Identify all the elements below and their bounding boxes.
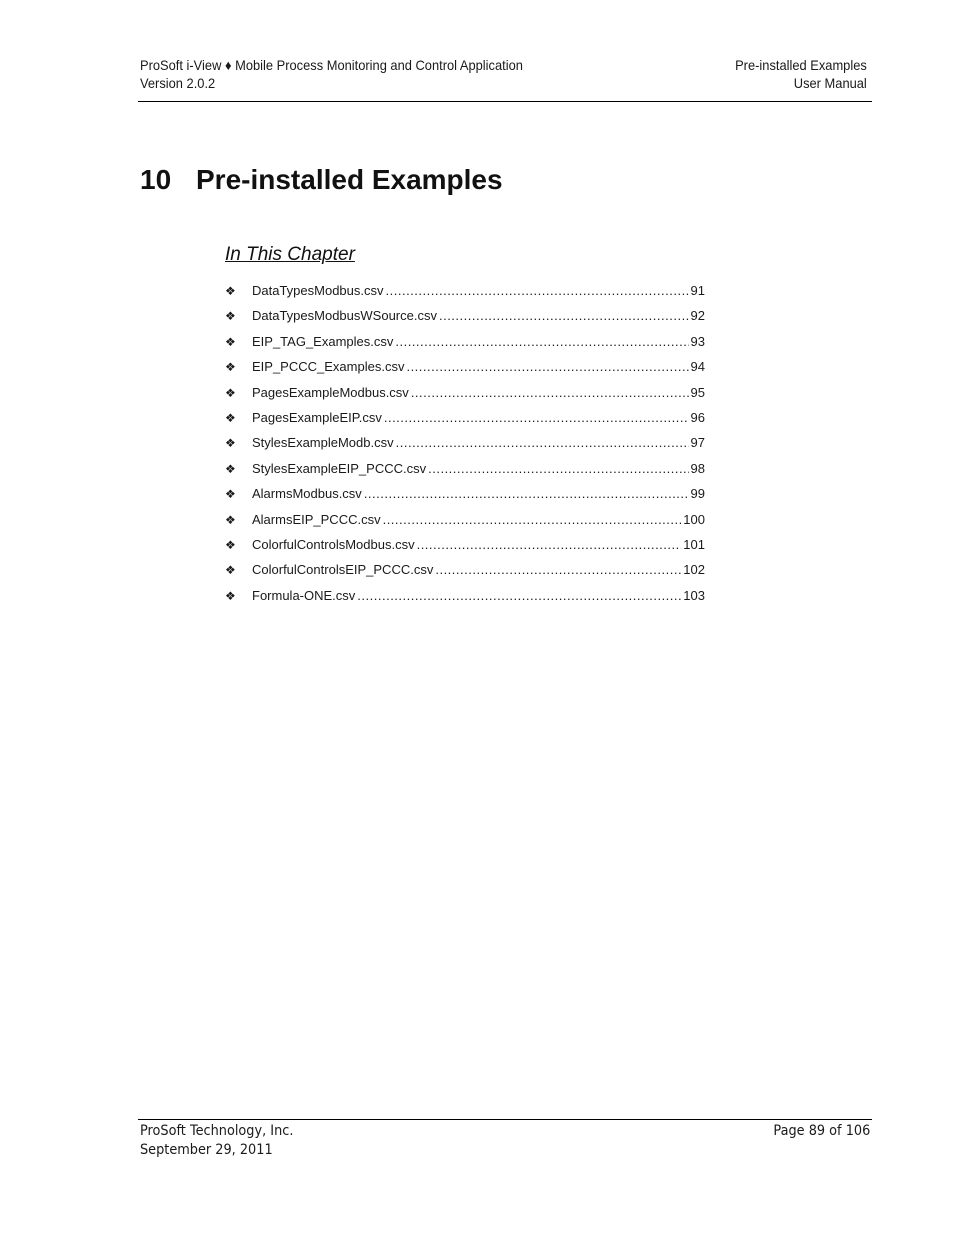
diamond-bullet-icon: ❖: [225, 563, 236, 578]
dot-leader: [428, 461, 688, 476]
toc-entry-label[interactable]: EIP_PCCC_Examples.csv: [252, 359, 405, 375]
diamond-bullet-icon: ❖: [225, 436, 236, 451]
header-version: Version 2.0.2: [140, 75, 216, 91]
diamond-bullet-icon: ❖: [225, 385, 236, 400]
toc-entry-label[interactable]: StylesExampleEIP_PCCC.csv: [252, 460, 427, 476]
diamond-bullet-icon: ❖: [225, 334, 236, 349]
footer-divider: [138, 1119, 872, 1120]
toc-entry-page[interactable]: 94: [690, 359, 705, 375]
footer-page-number: Page 89 of 106: [773, 1123, 870, 1139]
toc-entry-page[interactable]: 101: [683, 536, 705, 552]
toc-entry[interactable]: [225, 385, 705, 410]
dot-leader: [384, 410, 689, 425]
header-divider: [138, 101, 872, 102]
toc-entry-label[interactable]: ColorfulControlsModbus.csv: [252, 536, 415, 552]
diamond-bullet-icon: ❖: [225, 487, 236, 502]
toc-entry-page[interactable]: 100: [683, 511, 705, 527]
toc-entry-label[interactable]: ColorfulControlsEIP_PCCC.csv: [252, 562, 434, 578]
toc-entry-page[interactable]: 103: [683, 587, 705, 603]
toc-entry-label[interactable]: AlarmsModbus.csv: [252, 486, 362, 502]
dot-leader: [411, 385, 689, 400]
toc-entry-page[interactable]: 92: [690, 308, 705, 324]
toc-entry[interactable]: [225, 334, 705, 359]
toc-entry[interactable]: [225, 588, 705, 613]
diamond-bullet-icon: ❖: [225, 410, 236, 425]
toc-entry-label[interactable]: AlarmsEIP_PCCC.csv: [252, 511, 381, 527]
footer-company: ProSoft Technology, Inc.: [140, 1123, 294, 1139]
diamond-bullet-icon: ❖: [225, 537, 236, 552]
chapter-title: [140, 164, 503, 196]
dot-leader: [435, 562, 681, 577]
diamond-bullet-icon: ❖: [225, 309, 236, 324]
toc-entry-page[interactable]: 96: [690, 409, 705, 425]
toc-entry[interactable]: [225, 283, 705, 308]
footer-left: [140, 1122, 293, 1160]
toc-entry[interactable]: [225, 308, 705, 333]
dot-leader: [417, 537, 682, 552]
diamond-bullet-icon: ❖: [225, 588, 236, 603]
toc-entry-label[interactable]: DataTypesModbusWSource.csv: [252, 308, 437, 324]
toc-entry-label[interactable]: StylesExampleModb.csv: [252, 435, 394, 451]
toc-entry-label[interactable]: EIP_TAG_Examples.csv: [252, 333, 394, 349]
dot-leader: [386, 283, 689, 298]
toc-entry[interactable]: [225, 410, 705, 435]
diamond-bullet-icon: ❖: [225, 512, 236, 527]
chapter-title-text: Pre-installed Examples: [196, 164, 503, 195]
toc-entry[interactable]: [225, 359, 705, 384]
dot-leader: [396, 435, 689, 450]
diamond-bullet-icon: ❖: [225, 284, 236, 298]
toc-entry-page[interactable]: 97: [690, 435, 705, 451]
dot-leader: [406, 359, 688, 374]
header-left: [140, 56, 523, 92]
toc-entry-page[interactable]: 95: [690, 384, 705, 400]
header-section-name: Pre-installed Examples: [735, 57, 867, 73]
toc-entry-label[interactable]: PagesExampleModbus.csv: [252, 384, 409, 400]
section-heading: In This Chapter: [225, 244, 355, 265]
dot-leader: [357, 588, 681, 603]
toc-entry-label[interactable]: Formula-ONE.csv: [252, 587, 356, 603]
toc-entry[interactable]: [225, 537, 705, 562]
header-product-title: ProSoft i-View ♦ Mobile Process Monitoring and Control Application: [140, 57, 523, 73]
toc-entry-page[interactable]: 98: [690, 460, 705, 476]
dot-leader: [364, 486, 689, 501]
header-right: [735, 56, 867, 92]
toc-entry[interactable]: [225, 461, 705, 486]
toc-entry-page[interactable]: 99: [690, 486, 705, 502]
toc-entry-page[interactable]: 91: [690, 283, 705, 298]
toc-entry-page[interactable]: 102: [683, 562, 705, 578]
toc-entry[interactable]: [225, 562, 705, 587]
toc-entry-label[interactable]: PagesExampleEIP.csv: [252, 409, 382, 425]
chapter-toc: [225, 283, 705, 613]
toc-entry[interactable]: [225, 512, 705, 537]
toc-entry[interactable]: [225, 435, 705, 460]
dot-leader: [439, 308, 689, 323]
toc-entry[interactable]: [225, 486, 705, 511]
toc-entry-page[interactable]: 93: [690, 333, 705, 349]
diamond-bullet-icon: ❖: [225, 461, 236, 476]
footer-date: September 29, 2011: [140, 1142, 273, 1158]
dot-leader: [395, 334, 688, 349]
dot-leader: [383, 512, 682, 527]
header-doc-type: User Manual: [793, 75, 867, 91]
diamond-bullet-icon: ❖: [225, 360, 236, 375]
toc-entry-label[interactable]: DataTypesModbus.csv: [252, 283, 384, 298]
chapter-number: 10: [140, 164, 172, 195]
